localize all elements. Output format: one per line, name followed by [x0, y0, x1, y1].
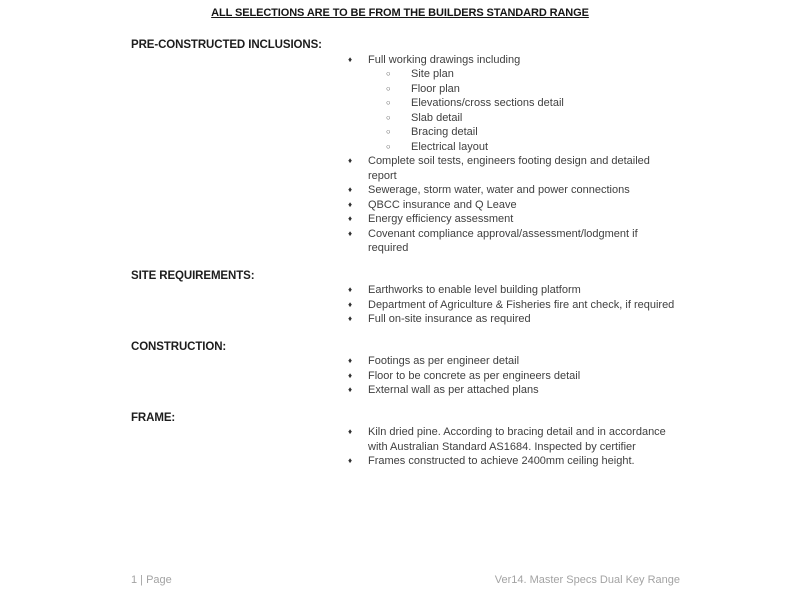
section-title: SITE REQUIREMENTS: [131, 269, 255, 282]
diamond-bullet-icon: ♦ [348, 299, 353, 309]
diamond-bullet-icon: ♦ [348, 228, 353, 238]
list-item-text: QBCC insurance and Q Leave [368, 198, 517, 211]
diamond-bullet-icon: ♦ [348, 356, 353, 365]
list-item [348, 369, 680, 384]
diamond-bullet-icon: ♦ [348, 456, 353, 465]
spec-section [131, 340, 691, 398]
section-title: PRE-CONSTRUCTED INCLUSIONS: [131, 39, 322, 51]
list-item-text: Full working drawings including [368, 53, 521, 66]
diamond-bullet-icon: ♦ [348, 285, 353, 294]
sub-list-item-text: Slab detail [411, 111, 463, 124]
document-header-title: ALL SELECTIONS ARE TO BE FROM THE BUILDERS STANDARD RANGE [211, 7, 589, 19]
spec-section [131, 38, 691, 256]
section-title: FRAME: [131, 411, 176, 424]
list-item-text: Department of Agriculture & Fisheries fire ant check, if required [368, 298, 675, 311]
diamond-bullet-icon: ♦ [348, 54, 353, 64]
list-item-text: Complete soil tests, engineers footing design and detailed report [368, 155, 650, 182]
bullet-list [348, 425, 680, 469]
circle-bullet-icon: ○ [386, 83, 391, 93]
list-item [348, 354, 680, 369]
bullet-list [348, 53, 680, 256]
page-footer [131, 574, 680, 586]
sub-list-item-text: Elevations/cross sections detail [411, 97, 564, 109]
list-item [348, 425, 680, 454]
sub-list-item-text: Floor plan [411, 82, 460, 95]
spec-section [131, 269, 691, 327]
list-item [348, 212, 680, 227]
list-item-text: Kiln dried pine. According to bracing detail and in accordance with Australian Standard AS1684. Inspected by certifier [368, 426, 666, 453]
section-title: CONSTRUCTION: [131, 340, 227, 353]
list-item [348, 312, 680, 327]
list-item [348, 283, 680, 298]
diamond-bullet-icon: ♦ [348, 156, 353, 165]
version-label: Ver14. Master Specs Dual Key Range [494, 574, 680, 586]
page-number: 1 | Page [131, 574, 172, 586]
list-item [348, 298, 680, 313]
diamond-bullet-icon: ♦ [348, 370, 353, 380]
sub-list-item-text: Bracing detail [411, 126, 478, 138]
list-item [348, 383, 680, 398]
list-item-text: Footings as per engineer detail [368, 355, 520, 367]
bullet-list [348, 354, 680, 398]
sub-list-item [386, 140, 680, 155]
sub-list-item [386, 67, 680, 82]
circle-bullet-icon: ○ [386, 141, 391, 151]
circle-bullet-icon: ○ [386, 112, 391, 122]
bullet-list [348, 283, 680, 327]
list-item-text: Sewerage, storm water, water and power connections [368, 184, 630, 196]
sub-list-item [386, 82, 680, 97]
sub-list-item-text: Electrical layout [411, 140, 489, 153]
circle-bullet-icon: ○ [386, 98, 391, 107]
circle-bullet-icon: ○ [386, 69, 391, 78]
list-item [348, 198, 680, 213]
list-item-text: Energy efficiency assessment [368, 213, 514, 225]
diamond-bullet-icon: ♦ [348, 199, 353, 209]
document-body [131, 38, 691, 469]
list-item-text: Frames constructed to achieve 2400mm ceiling height. [368, 455, 635, 467]
circle-bullet-icon: ○ [386, 127, 391, 136]
sub-list-item-text: Site plan [411, 68, 454, 80]
diamond-bullet-icon: ♦ [348, 427, 353, 436]
list-item-text: External wall as per attached plans [368, 384, 539, 396]
list-item-text: Floor to be concrete as per engineers detail [368, 369, 581, 382]
sub-list-item [386, 125, 680, 140]
list-item [348, 154, 680, 183]
spec-section [131, 411, 691, 469]
list-item [348, 227, 680, 256]
list-item [348, 183, 680, 198]
diamond-bullet-icon: ♦ [348, 185, 353, 194]
sub-list-item [386, 111, 680, 126]
diamond-bullet-icon: ♦ [348, 314, 353, 323]
list-item [348, 53, 680, 68]
diamond-bullet-icon: ♦ [348, 385, 353, 394]
list-item-text: Covenant compliance approval/assessment/lodgment if required [368, 227, 638, 254]
list-item [348, 454, 680, 469]
list-item-text: Earthworks to enable level building platform [368, 284, 581, 296]
diamond-bullet-icon: ♦ [348, 214, 353, 223]
sub-list-item [386, 96, 680, 111]
list-item-text: Full on-site insurance as required [368, 313, 531, 325]
